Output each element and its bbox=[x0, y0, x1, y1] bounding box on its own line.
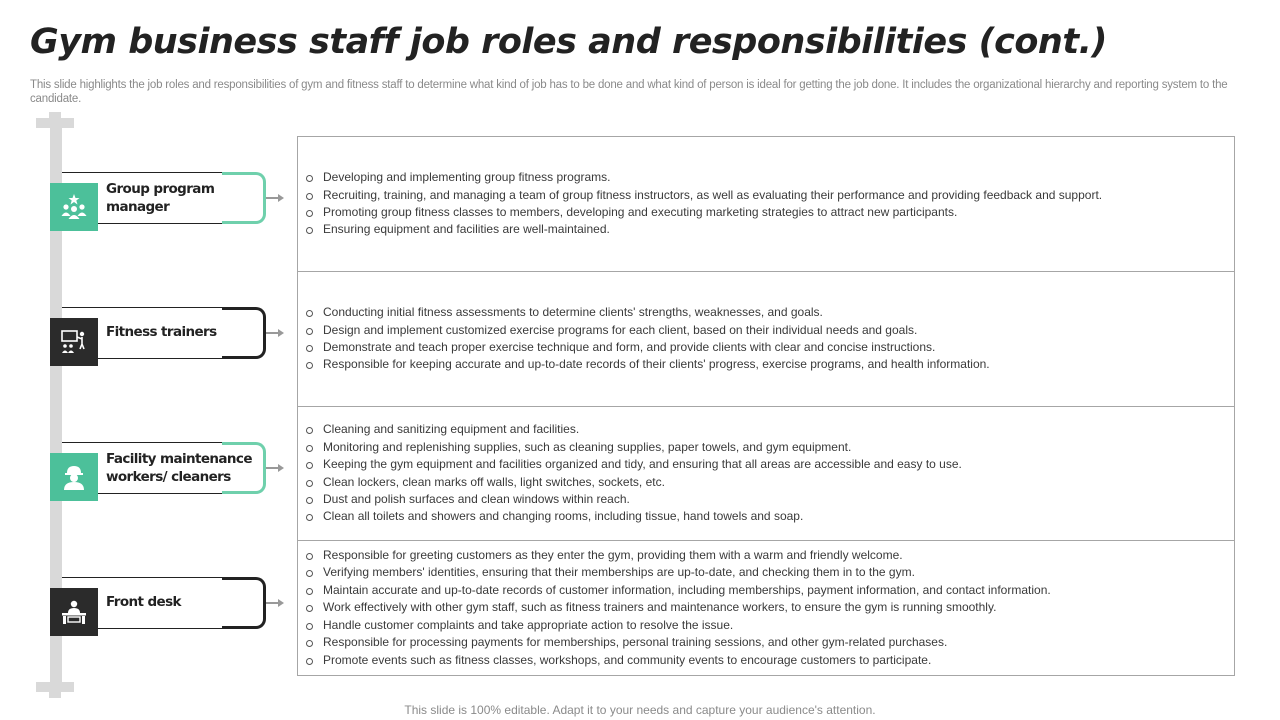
role-label: Front desk bbox=[106, 594, 181, 610]
role-divider-bottom bbox=[98, 223, 222, 224]
list-item: Dust and polish surfaces and clean windows within reach. bbox=[304, 491, 962, 508]
role-divider-bottom bbox=[98, 493, 222, 494]
group-people-star-icon bbox=[50, 183, 98, 231]
list-item: Clean all toilets and showers and changing rooms, including tissue, hand towels and soap. bbox=[304, 508, 962, 525]
list-item: Keeping the gym equipment and facilities organized and tidy, and ensuring that all areas are accessible and easy to use. bbox=[304, 456, 962, 473]
list-item: Conducting initial fitness assessments to determine clients' strengths, weaknesses, and goals. bbox=[304, 304, 990, 321]
reception-desk-icon bbox=[50, 588, 98, 636]
list-item: Cleaning and sanitizing equipment and facilities. bbox=[304, 421, 962, 438]
responsibilities-panel-group-program-manager bbox=[297, 136, 1235, 272]
list-item: Monitoring and replenishing supplies, such as cleaning supplies, paper towels, and gym equipment. bbox=[304, 439, 962, 456]
role-card-front-desk bbox=[50, 577, 286, 629]
role-divider-bottom bbox=[98, 628, 222, 629]
slide-footer: This slide is 100% editable. Adapt it to your needs and capture your audience's attention. bbox=[404, 703, 876, 717]
role-divider-bottom bbox=[98, 358, 222, 359]
responsibilities-panel-facility-maintenance bbox=[297, 406, 1235, 541]
responsibilities-list bbox=[298, 421, 962, 525]
responsibilities-panel-front-desk bbox=[297, 540, 1235, 676]
list-item: Maintain accurate and up-to-date records of customer information, including memberships, payment information, and contact information. bbox=[304, 582, 1051, 599]
list-item: Responsible for keeping accurate and up-to-date records of their clients' progress, exercise programs, and health information. bbox=[304, 356, 990, 373]
role-card-fitness-trainers bbox=[50, 307, 286, 359]
responsibilities-list bbox=[298, 547, 1051, 669]
role-divider-top bbox=[62, 307, 222, 308]
slide-subtitle: This slide highlights the job roles and responsibilities of gym and fitness staff to determine what kind of job has to be done and what kind of person is ideal for getting the job done. It includes the organizational hierarchy and reporting system to the candidate. bbox=[30, 79, 1228, 105]
arrow-right-icon bbox=[278, 464, 284, 472]
role-label: Facility maintenance workers/ cleaners bbox=[106, 451, 252, 485]
list-item: Developing and implementing group fitness programs. bbox=[304, 169, 1102, 186]
list-item: Recruiting, training, and managing a team of group fitness instructors, as well as evaluating their performance and providing feedback and support. bbox=[304, 187, 1102, 204]
role-divider-top bbox=[62, 172, 222, 173]
list-item: Responsible for processing payments for memberships, personal training sessions, and other gym-related purchases. bbox=[304, 634, 1051, 651]
list-item: Ensuring equipment and facilities are well-maintained. bbox=[304, 221, 1102, 238]
list-item: Clean lockers, clean marks off walls, light switches, sockets, etc. bbox=[304, 474, 962, 491]
list-item: Responsible for greeting customers as they enter the gym, providing them with a warm and friendly welcome. bbox=[304, 547, 1051, 564]
list-item: Design and implement customized exercise programs for each client, based on their individual needs and goals. bbox=[304, 322, 990, 339]
list-item: Verifying members' identities, ensuring that their memberships are up-to-date, and checking them in to the gym. bbox=[304, 564, 1051, 581]
role-divider-top bbox=[62, 442, 222, 443]
responsibilities-panel-fitness-trainers bbox=[297, 271, 1235, 407]
list-item: Promoting group fitness classes to members, developing and executing marketing strategies to attract new participants. bbox=[304, 204, 1102, 221]
list-item: Work effectively with other gym staff, such as fitness trainers and maintenance workers, to ensure the gym is running smoothly. bbox=[304, 599, 1051, 616]
list-item: Handle customer complaints and take appropriate action to resolve the issue. bbox=[304, 617, 1051, 634]
responsibilities-list bbox=[298, 304, 990, 374]
arrow-right-icon bbox=[278, 329, 284, 337]
worker-hardhat-icon bbox=[50, 453, 98, 501]
role-card-facility-maintenance bbox=[50, 442, 286, 494]
role-label: Group program manager bbox=[106, 181, 215, 215]
arrow-right-icon bbox=[278, 194, 284, 202]
slide-title: Gym business staff job roles and responsibilities (cont.) bbox=[30, 22, 1107, 62]
arrow-right-icon bbox=[278, 599, 284, 607]
timeline-rail-bottom-cap bbox=[36, 682, 74, 692]
role-label: Fitness trainers bbox=[106, 324, 217, 340]
list-item: Demonstrate and teach proper exercise technique and form, and provide clients with clear and concise instructions. bbox=[304, 339, 990, 356]
list-item: Promote events such as fitness classes, workshops, and community events to encourage customers to participate. bbox=[304, 652, 1051, 669]
role-divider-top bbox=[62, 577, 222, 578]
timeline-rail-top-cap bbox=[36, 118, 74, 128]
responsibilities-list bbox=[298, 169, 1102, 239]
trainer-board-icon bbox=[50, 318, 98, 366]
role-card-group-program-manager bbox=[50, 172, 286, 224]
